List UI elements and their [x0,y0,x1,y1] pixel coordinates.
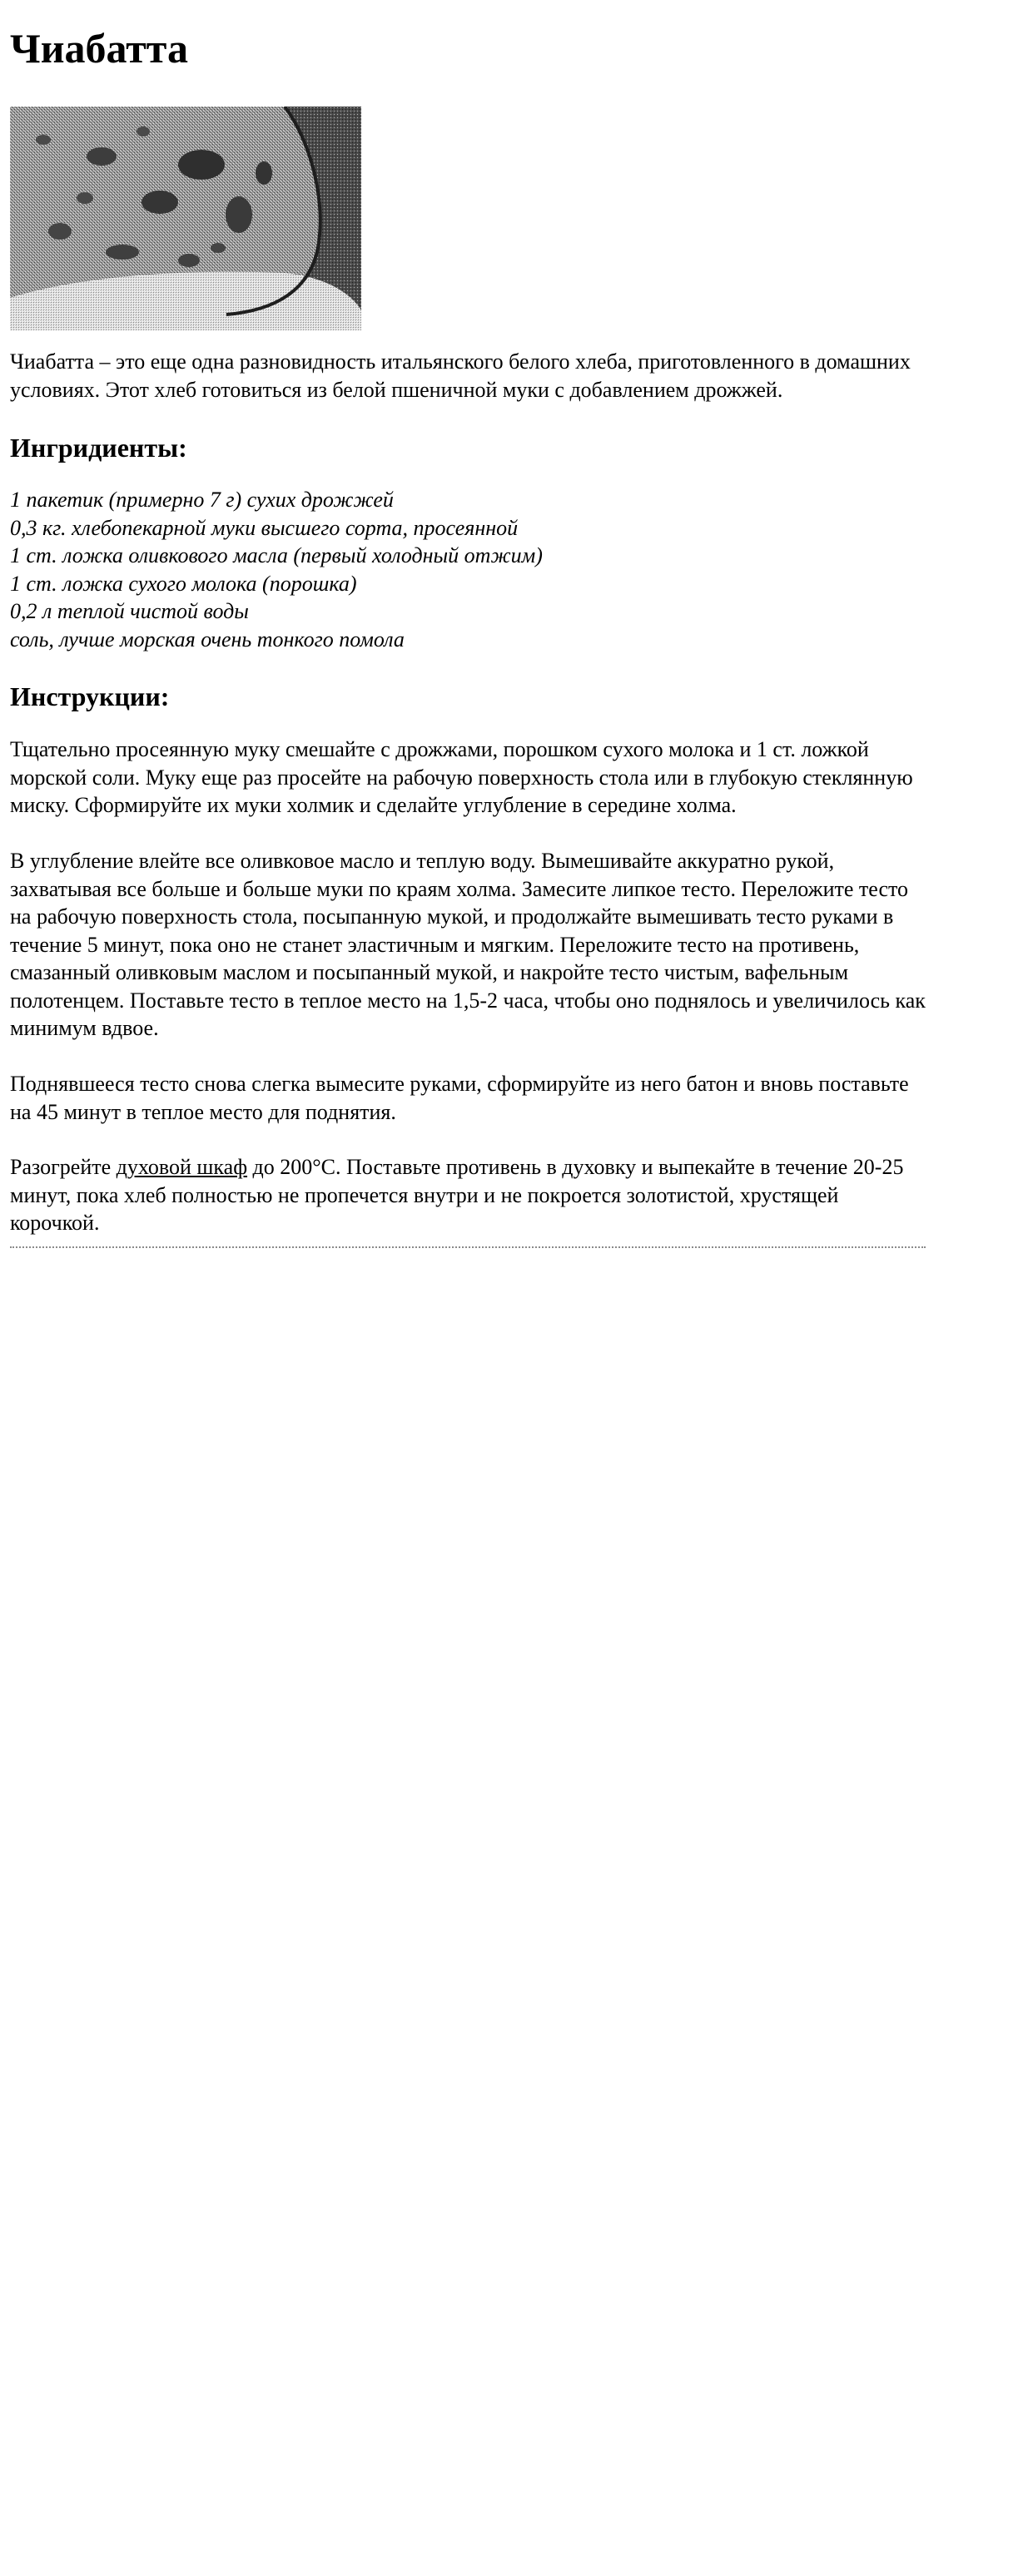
ingredient-item: соль, лучше морская очень тонкого помола [10,627,405,651]
ingredient-item: 1 ст. ложка оливкового масла (первый холодный отжим) [10,543,543,567]
ciabatta-photo [10,107,361,330]
instructions-heading: Инструкции: [10,681,170,711]
ingredient-item: 1 ст. ложка сухого молока (порошка) [10,571,357,596]
step-text-after-link: до 200°C. Поставьте противень в духовку и выпекайте в течение 20-25 минут, пока хлеб полностью не пропечется внутри и не покроется золотистой, хрустящей корочкой. [10,1155,904,1235]
ingredients-heading: Ингридиенты: [10,433,187,463]
ingredient-item: 0,2 л теплой чистой воды [10,599,249,623]
recipe-title: Чиабатта [10,25,188,72]
ingredient-item: 0,3 кг. хлебопекарной муки высшего сорта, просеянной [10,515,519,540]
bottom-divider [10,1246,926,1248]
instruction-step-final [10,1153,926,1237]
oven-link[interactable]: духовой шкаф [116,1155,248,1179]
ingredient-item: 1 пакетик (примерно 7 г) сухих дрожжей [10,488,394,512]
recipe-intro: Чиабатта – это еще одна разновидность итальянского белого хлеба, приготовленного в домашних условиях. Этот хлеб готовиться из белой пшеничной муки с добавлением дрожжей. [10,349,911,402]
instruction-step: В углубление влейте все оливковое масло и теплую воду. Вымешивайте аккуратно рукой, захватывая все больше и больше муки по краям холма. Замесите липкое тесто. Переложите тесто на рабочую поверхность стола, посыпанную мукой, и продолжайте вымешивать тесто руками в течение 5 минут, пока оно не станет эластичным и мягким. Переложите тесто на противень, смазанный оливковым маслом и посыпанный мукой, и накройте тесто чистым, вафельным полотенцем. Поставьте тесто в теплое место на 1,5-2 часа, чтобы оно поднялось и увеличилось как минимум вдвое. [10,849,926,1040]
instruction-step: Поднявшееся тесто снова слегка вымесите руками, сформируйте из него батон и вновь поставьте на 45 минут в теплое место для поднятия. [10,1072,909,1124]
step-text-before-link: Разогрейте [10,1155,117,1179]
instruction-step: Тщательно просеянную муку смешайте с дрожжами, порошком сухого молока и 1 ст. ложкой морской соли. Муку еще раз просейте на рабочую поверхность стола или в глубокую стеклянную миску. Сформируйте их муки холмик и сделайте углубление в середине холма. [10,737,913,817]
ingredients-list [10,486,543,653]
